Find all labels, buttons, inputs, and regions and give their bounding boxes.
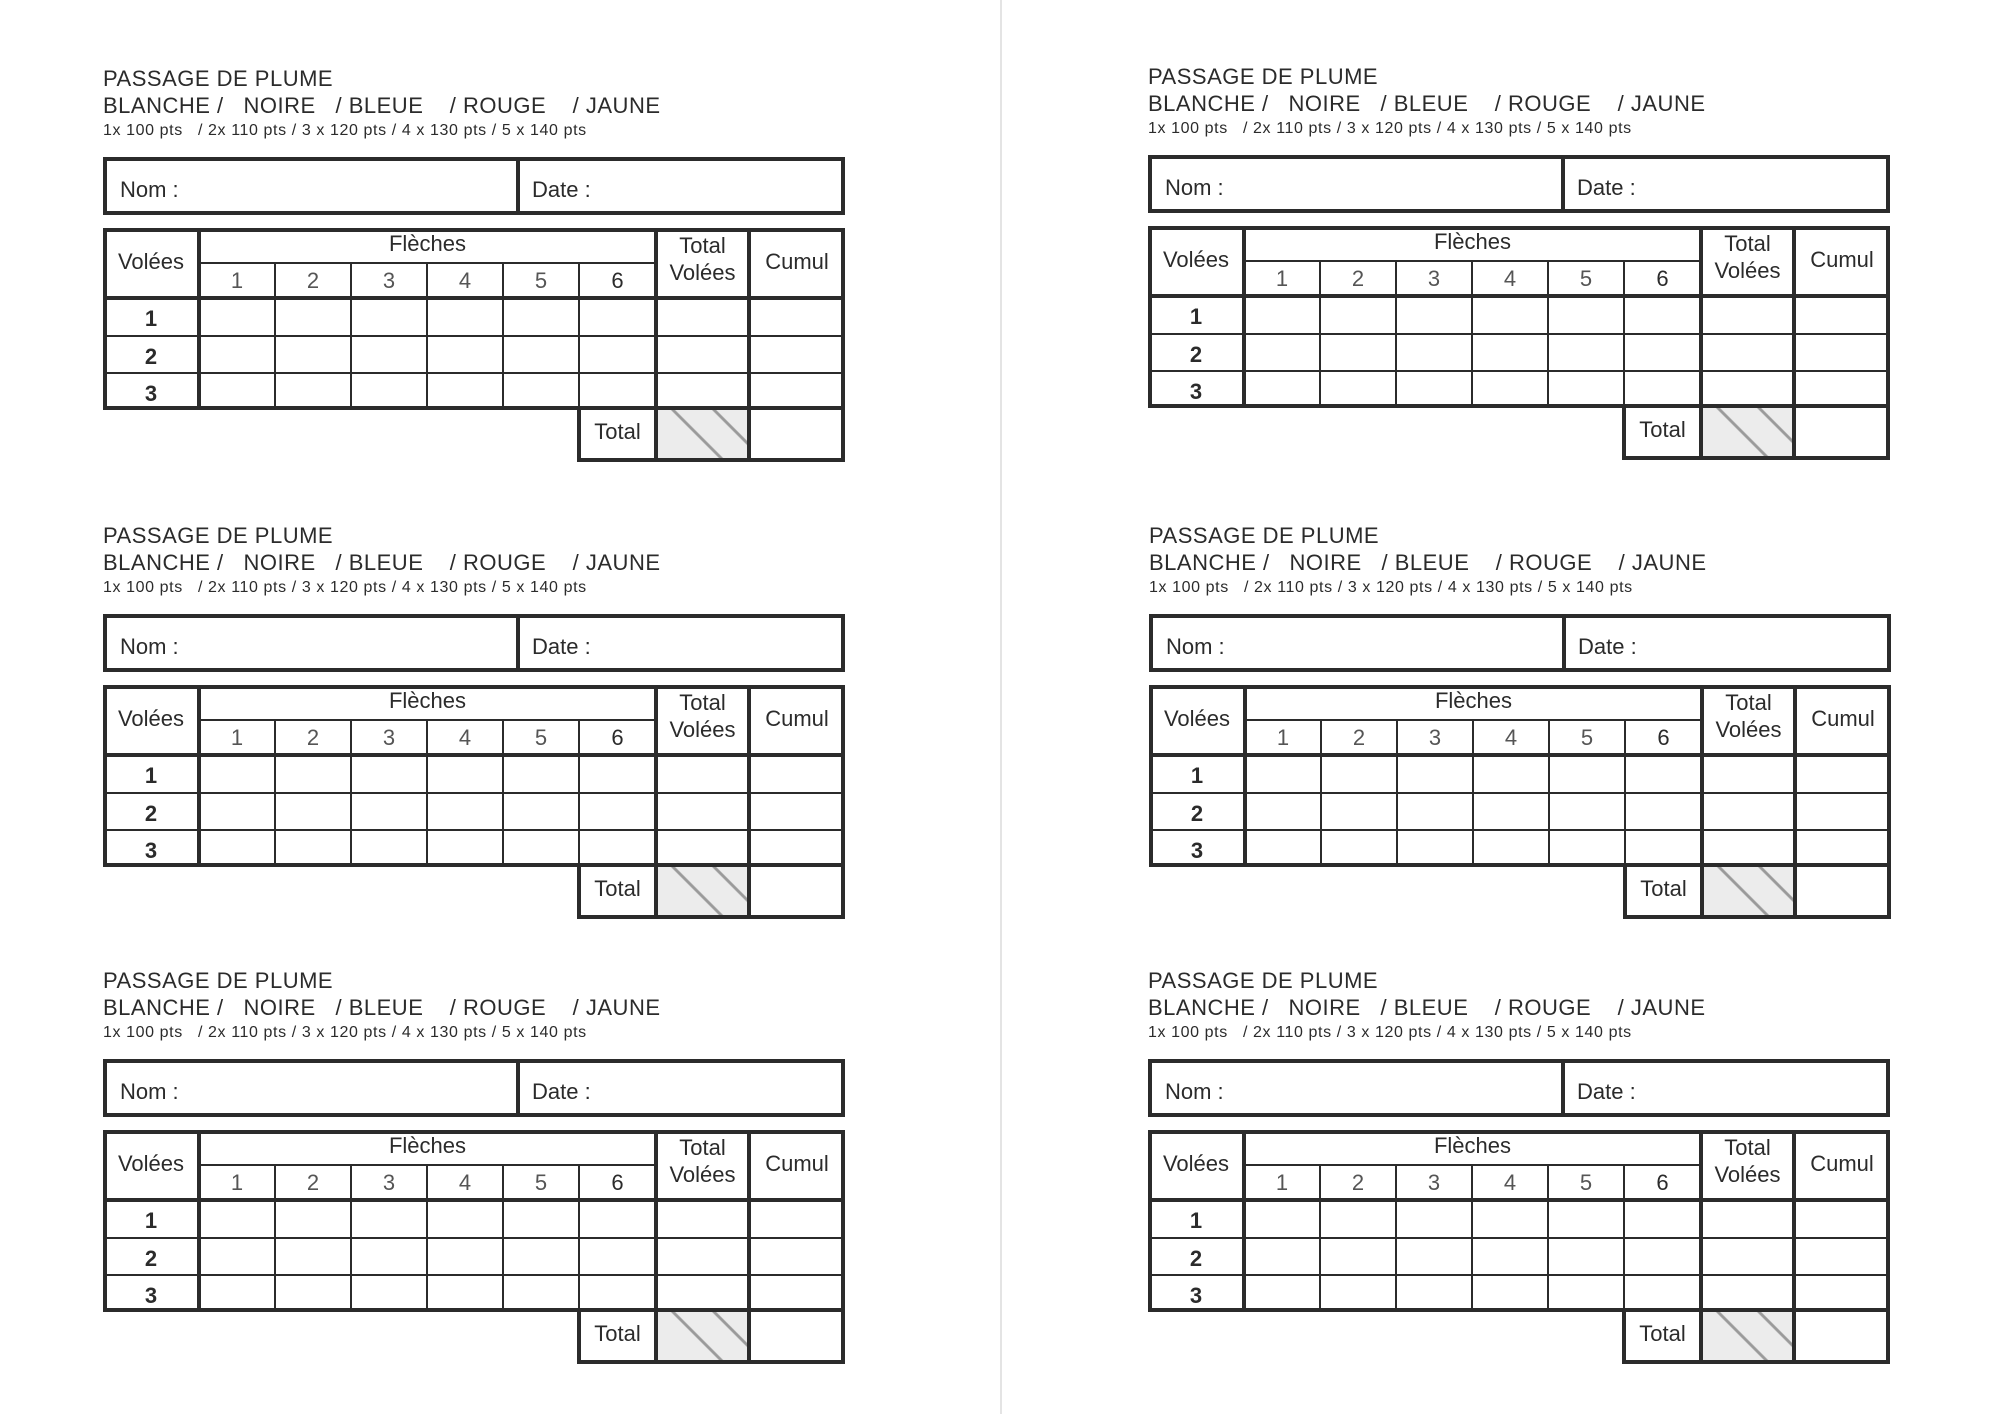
grid-line [1623, 915, 1891, 919]
arrow-number: 3 [382, 1170, 396, 1195]
round-number: 2 [144, 344, 158, 369]
date-label[interactable]: Date : [1577, 1079, 1636, 1104]
date-label[interactable]: Date : [1578, 634, 1637, 659]
grid-line [1148, 1198, 1890, 1202]
arrow-number: 1 [230, 268, 244, 293]
round-number: 2 [1189, 342, 1203, 367]
date-label[interactable]: Date : [1577, 175, 1636, 200]
arrow-number: 4 [458, 1170, 472, 1195]
feather-colors: BLANCHE / NOIRE / BLEUE / ROUGE / JAUNE [103, 995, 661, 1020]
arrow-number: 1 [230, 1170, 244, 1195]
arrow-number: 6 [611, 725, 624, 750]
feather-colors: BLANCHE / NOIRE / BLEUE / ROUGE / JAUNE [1148, 995, 1706, 1020]
total-volees-header-line1: Total [679, 1135, 726, 1160]
volees-header: Volées [117, 706, 185, 731]
score-grid [103, 228, 845, 462]
cumul-header: Cumul [765, 706, 829, 731]
arrow-number: 2 [1351, 266, 1365, 291]
grid-line [1148, 1274, 1890, 1276]
date-label[interactable]: Date : [532, 634, 591, 659]
points-scale: 1x 100 pts / 2x 110 pts / 3 x 120 pts / 4 x 130 pts / 5 x 140 pts [103, 1024, 587, 1041]
grid-line [841, 863, 845, 919]
grid-line [577, 915, 845, 919]
arrow-number: 6 [1657, 725, 1670, 750]
round-number: 1 [1189, 304, 1203, 329]
round-number: 1 [144, 1208, 158, 1233]
grid-line [1622, 456, 1890, 460]
grid-line [1793, 863, 1797, 919]
grid-line [1148, 370, 1890, 372]
grid-line [747, 1308, 751, 1364]
round-number: 3 [144, 1283, 158, 1308]
grid-line [103, 335, 845, 337]
total-volees-header-line2: Volées [669, 1162, 736, 1187]
score-sheet [103, 968, 863, 1398]
grid-line [747, 406, 751, 462]
grid-line [841, 1308, 845, 1364]
total-volees-header-line2: Volées [1714, 258, 1781, 283]
arrow-number: 1 [230, 725, 244, 750]
hatched-cell [1703, 408, 1792, 456]
grid-line [1887, 863, 1891, 919]
fleches-header: Flèches [1434, 688, 1513, 713]
round-number: 1 [1190, 763, 1204, 788]
name-date-box [1149, 614, 1891, 672]
points-scale: 1x 100 pts / 2x 110 pts / 3 x 120 pts / 4 x 130 pts / 5 x 140 pts [1149, 579, 1633, 596]
volees-header: Volées [117, 1151, 185, 1176]
grid-line [103, 829, 845, 831]
cumul-header: Cumul [1811, 706, 1875, 731]
grid-line [747, 863, 751, 919]
round-number: 3 [1189, 379, 1203, 404]
hatched-cell [658, 867, 747, 915]
arrow-number: 1 [1276, 725, 1290, 750]
arrow-number: 5 [534, 1170, 548, 1195]
grid-line [103, 1274, 845, 1276]
nom-label[interactable]: Nom : [120, 634, 179, 659]
arrow-number: 4 [1503, 1170, 1517, 1195]
round-number: 3 [144, 381, 158, 406]
arrow-number: 3 [382, 268, 396, 293]
grid-line [1622, 1360, 1890, 1364]
sheet-title: PASSAGE DE PLUME [103, 523, 334, 548]
arrow-number: 3 [1427, 1170, 1441, 1195]
volees-header: Volées [1162, 247, 1230, 272]
name-date-divider [1562, 618, 1566, 668]
name-date-divider [516, 161, 520, 211]
total-volees-header-line2: Volées [1715, 717, 1782, 742]
arrow-number: 3 [1428, 725, 1442, 750]
feather-colors: BLANCHE / NOIRE / BLEUE / ROUGE / JAUNE [1149, 550, 1707, 575]
total-label: Total [1639, 417, 1686, 442]
round-number: 3 [1189, 1283, 1203, 1308]
total-volees-header-line1: Total [1725, 690, 1772, 715]
fleches-header: Flèches [388, 1133, 467, 1158]
round-number: 1 [144, 763, 158, 788]
total-volees-header-line1: Total [1724, 231, 1771, 256]
fleches-header: Flèches [1433, 229, 1512, 254]
hatched-cell [1704, 867, 1793, 915]
grid-line [1792, 1308, 1796, 1364]
grid-line [577, 458, 845, 462]
round-number: 2 [144, 1246, 158, 1271]
points-scale: 1x 100 pts / 2x 110 pts / 3 x 120 pts / 4 x 130 pts / 5 x 140 pts [1148, 1024, 1632, 1041]
score-grid [1148, 226, 1890, 460]
volees-header: Volées [117, 249, 185, 274]
round-number: 3 [1190, 838, 1204, 863]
sheet-title: PASSAGE DE PLUME [1148, 64, 1379, 89]
grid-line [1792, 404, 1796, 460]
hatched-cell [658, 410, 747, 458]
grid-line [103, 753, 845, 757]
total-volees-header-line1: Total [679, 233, 726, 258]
arrow-number: 4 [458, 268, 472, 293]
nom-label[interactable]: Nom : [1165, 175, 1224, 200]
volees-header: Volées [1163, 706, 1231, 731]
arrow-number: 6 [611, 1170, 624, 1195]
cumul-header: Cumul [1810, 247, 1874, 272]
grid-line [1149, 829, 1891, 831]
arrow-number: 3 [1427, 266, 1441, 291]
score-sheet [103, 523, 863, 953]
score-grid [1148, 1130, 1890, 1364]
sheet-title: PASSAGE DE PLUME [1149, 523, 1380, 548]
arrow-number: 2 [306, 268, 320, 293]
name-date-box [1148, 1059, 1890, 1117]
cumul-header: Cumul [765, 1151, 829, 1176]
sheet-title: PASSAGE DE PLUME [1148, 968, 1379, 993]
round-number: 1 [1189, 1208, 1203, 1233]
sheet-title: PASSAGE DE PLUME [103, 66, 334, 91]
arrow-number: 2 [1352, 725, 1366, 750]
nom-label[interactable]: Nom : [1166, 634, 1225, 659]
arrow-number: 2 [306, 725, 320, 750]
name-date-divider [1561, 1063, 1565, 1113]
grid-line [103, 296, 845, 300]
sheet-title: PASSAGE DE PLUME [103, 968, 334, 993]
nom-label[interactable]: Nom : [120, 1079, 179, 1104]
arrow-number: 1 [1275, 266, 1289, 291]
total-label: Total [594, 876, 641, 901]
score-grid [103, 685, 845, 919]
arrow-number: 5 [1579, 266, 1593, 291]
grid-line [103, 1237, 845, 1239]
grid-line [841, 406, 845, 462]
date-label[interactable]: Date : [532, 1079, 591, 1104]
round-number: 2 [1189, 1246, 1203, 1271]
volees-header: Volées [1162, 1151, 1230, 1176]
hatched-cell [1703, 1312, 1792, 1360]
score-grid [1149, 685, 1891, 919]
arrow-number: 2 [306, 1170, 320, 1195]
arrow-number: 5 [534, 725, 548, 750]
total-volees-header-line1: Total [1724, 1135, 1771, 1160]
grid-line [577, 1360, 845, 1364]
total-volees-header-line2: Volées [669, 717, 736, 742]
total-label: Total [594, 419, 641, 444]
grid-line [103, 1198, 845, 1202]
score-sheet [103, 66, 863, 496]
name-date-box [103, 1059, 845, 1117]
grid-line [1886, 1308, 1890, 1364]
grid-line [1148, 294, 1890, 298]
name-date-box [103, 614, 845, 672]
fleches-header: Flèches [388, 688, 467, 713]
name-date-box [1148, 155, 1890, 213]
feather-colors: BLANCHE / NOIRE / BLEUE / ROUGE / JAUNE [103, 550, 661, 575]
page-fold-divider [1000, 0, 1002, 1414]
nom-label[interactable]: Nom : [120, 177, 179, 202]
arrow-number: 4 [458, 725, 472, 750]
arrow-number: 5 [1579, 1170, 1593, 1195]
date-label[interactable]: Date : [532, 177, 591, 202]
total-volees-header-line2: Volées [669, 260, 736, 285]
total-label: Total [1640, 876, 1687, 901]
round-number: 2 [1190, 801, 1204, 826]
name-date-divider [1561, 159, 1565, 209]
hatched-cell [658, 1312, 747, 1360]
total-label: Total [1639, 1321, 1686, 1346]
arrow-number: 4 [1504, 725, 1518, 750]
grid-line [103, 372, 845, 374]
name-date-divider [516, 1063, 520, 1113]
arrow-number: 6 [1656, 266, 1669, 291]
grid-line [1148, 333, 1890, 335]
name-date-divider [516, 618, 520, 668]
round-number: 2 [144, 801, 158, 826]
points-scale: 1x 100 pts / 2x 110 pts / 3 x 120 pts / 4 x 130 pts / 5 x 140 pts [1148, 120, 1632, 137]
total-volees-header-line1: Total [679, 690, 726, 715]
arrow-number: 3 [382, 725, 396, 750]
score-grid [103, 1130, 845, 1364]
name-date-box [103, 157, 845, 215]
round-number: 3 [144, 838, 158, 863]
grid-line [1886, 404, 1890, 460]
grid-line [1148, 1237, 1890, 1239]
arrow-number: 1 [1275, 1170, 1289, 1195]
round-number: 1 [144, 306, 158, 331]
arrow-number: 6 [611, 268, 624, 293]
cumul-header: Cumul [1810, 1151, 1874, 1176]
arrow-number: 6 [1656, 1170, 1669, 1195]
grid-line [1149, 753, 1891, 757]
total-label: Total [594, 1321, 641, 1346]
total-volees-header-line2: Volées [1714, 1162, 1781, 1187]
points-scale: 1x 100 pts / 2x 110 pts / 3 x 120 pts / 4 x 130 pts / 5 x 140 pts [103, 579, 587, 596]
grid-line [103, 792, 845, 794]
feather-colors: BLANCHE / NOIRE / BLEUE / ROUGE / JAUNE [103, 93, 661, 118]
score-sheet [1149, 523, 1909, 953]
score-sheet [1148, 968, 1908, 1398]
fleches-header: Flèches [1433, 1133, 1512, 1158]
feather-colors: BLANCHE / NOIRE / BLEUE / ROUGE / JAUNE [1148, 91, 1706, 116]
grid-line [1149, 792, 1891, 794]
nom-label[interactable]: Nom : [1165, 1079, 1224, 1104]
arrow-number: 5 [534, 268, 548, 293]
points-scale: 1x 100 pts / 2x 110 pts / 3 x 120 pts / 4 x 130 pts / 5 x 140 pts [103, 122, 587, 139]
arrow-number: 5 [1580, 725, 1594, 750]
arrow-number: 4 [1503, 266, 1517, 291]
arrow-number: 2 [1351, 1170, 1365, 1195]
fleches-header: Flèches [388, 231, 467, 256]
cumul-header: Cumul [765, 249, 829, 274]
score-sheet [1148, 64, 1908, 494]
